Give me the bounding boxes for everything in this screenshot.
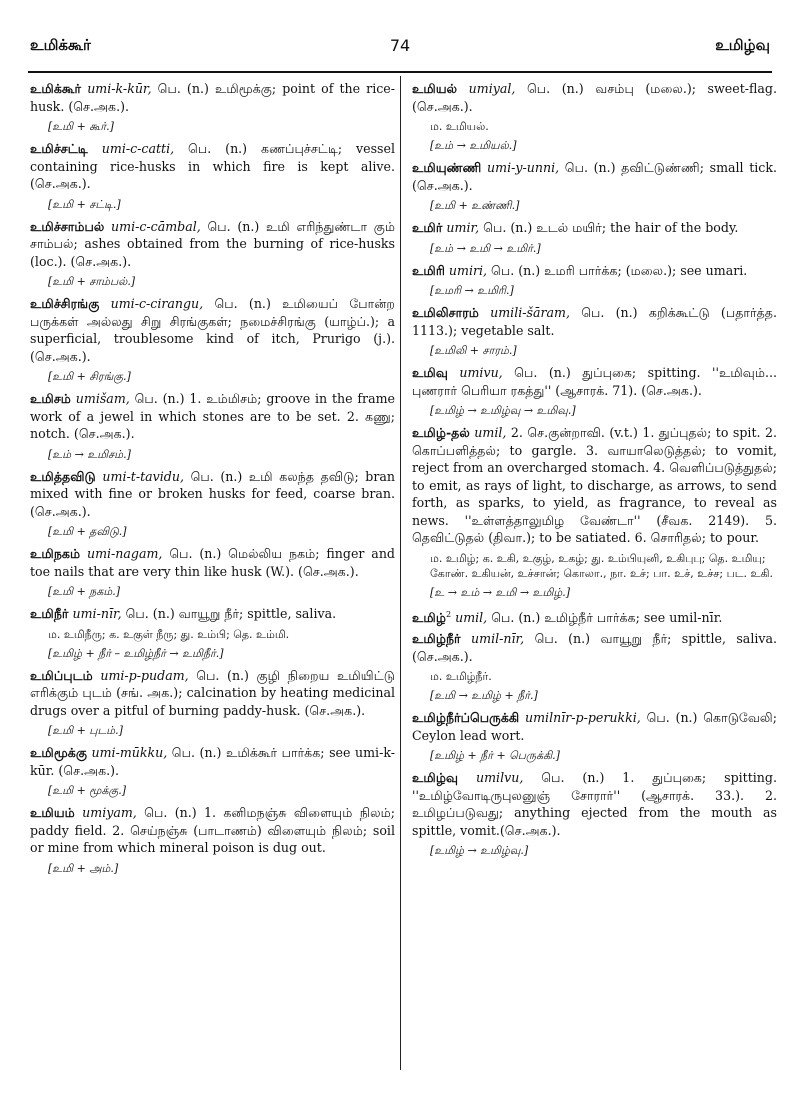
entry-transliteration: umi-k-kūr, xyxy=(87,81,152,96)
entry-definition: பெ. (n.) உமி எரிந்துண்டா கும் சாம்பல்; ashes obtained from the burning of rice-husks (loc.). (செ.அக.). xyxy=(30,218,395,269)
dictionary-entry xyxy=(412,80,777,115)
entry-etymology: [உமிழ் → உமிழ்வு.] xyxy=(430,844,529,858)
entry-definition: பெ. (n.) உமி கலந்த தவிடு; bran mixed with fine or broken husks for feed, coarse bran. (செ.அக.). xyxy=(30,468,395,519)
left-column xyxy=(30,80,395,882)
entry-etymology: [உமி + தவிடு.] xyxy=(48,525,127,538)
entry-headword: உமியம் xyxy=(30,805,75,820)
entry-etymology: [உ → உம் → உமி → உமிழ்.] xyxy=(430,585,570,599)
entry-headword: உமியல் xyxy=(412,81,458,96)
left-guide-word: உமிக்கூர் xyxy=(30,36,91,54)
running-head xyxy=(30,36,770,60)
entry-headword: உமிக்கூர் xyxy=(30,81,82,96)
entry-etymology: [உமிழ் + நீர் + பெருக்கி.] xyxy=(430,749,560,763)
column-divider xyxy=(400,76,401,1070)
entry-transliteration: umiyam, xyxy=(82,805,137,820)
entry-etymology: [உமி + கூர்.] xyxy=(48,120,114,133)
entry-transliteration: umivu, xyxy=(459,365,503,380)
dictionary-entry xyxy=(412,262,777,280)
entry-transliteration: umil, xyxy=(474,425,507,440)
entry-transliteration: umili-šāram, xyxy=(490,305,570,320)
entry-transliteration: umi-p-pudam, xyxy=(100,667,189,683)
entry-transliteration: umilnīr-p-perukki, xyxy=(525,710,641,726)
entry-headword: உமிநகம் xyxy=(30,546,81,561)
page-number: 74 xyxy=(389,36,411,55)
right-guide-word: உமிழ்வு xyxy=(715,36,770,54)
dictionary-entry xyxy=(412,769,777,839)
dictionary-entry xyxy=(412,424,777,547)
dictionary-entry xyxy=(30,605,395,623)
entry-transliteration: umišam, xyxy=(75,391,130,406)
dictionary-entry xyxy=(30,140,395,193)
entry-etymology: [உமி + உண்ணி.] xyxy=(430,199,520,212)
entry-etymology: [உமி + சிரங்கு.] xyxy=(48,370,131,383)
dictionary-entry xyxy=(30,744,395,779)
entry-definition: பெ. (n.) உமியைப் போன்ற பருக்கள் அல்லது சிறு சிரங்குகள்; நமைச்சிரங்கு (யாழ்ப்.); a superficial, troublesome kind of itch, Prurigo (j.). (செ.அக.). xyxy=(30,296,396,364)
entry-transliteration: umil-nīr, xyxy=(471,631,525,647)
entry-headword: உமிலிசாரம் xyxy=(412,305,479,320)
homonym-number: 2 xyxy=(445,609,452,619)
entry-definition: பெ. (n.) தவிட்டுண்ணி; small tick. (செ.அக.). xyxy=(412,160,777,193)
entry-definition: பெ. (n.) உமரி பார்க்க; (மலை.); see umari. xyxy=(487,262,748,278)
entry-definition: பெ. (n.) உமிழ்நீர் பார்க்க; see umil-nīr. xyxy=(487,609,723,625)
entry-transliteration: umiri, xyxy=(448,262,488,278)
dictionary-entry xyxy=(412,219,777,237)
entry-headword: உமிழ்நீர்ப்பெருக்கி xyxy=(412,710,520,726)
entry-definition: பெ. (n.) 1. கனிமநஞ்சு விளையும் நிலம்; paddy field. 2. செய்நஞ்சு (பாடாணம்) விளையும் நிலம்; soil or mine from which mineral poison is dug out. xyxy=(30,805,395,855)
entry-headword: உமிர் xyxy=(412,220,443,235)
entry-etymology: [உமி + சாம்பல்.] xyxy=(48,275,136,288)
entry-cognates: ம. உமிநீரு; க. உகுள் நீரு; து. உம்பி; தெ. உம்மி. xyxy=(48,627,290,641)
entry-etymology: [உம் → உமி → உமிர்.] xyxy=(430,241,541,255)
entry-transliteration: umilvu, xyxy=(475,770,524,786)
entry-transliteration: umi-c-cirangu, xyxy=(110,296,204,311)
entry-etymology: [உமி + மூக்கு.] xyxy=(48,784,127,797)
dictionary-entry xyxy=(412,606,777,627)
dictionary-entry xyxy=(30,545,395,580)
entry-definition: பெ. (n.) 1. துப்புகை; spitting. ''உமிழ்வோடிருபுலனுஞ் சோரார்'' (ஆசாரக். 33.). 2. உமிழப்படுவது; anything ejected from the mouth as spittle, vomit.(செ.அக.). xyxy=(412,770,777,838)
entry-headword: உமிநீர் xyxy=(30,606,69,621)
header-rule xyxy=(28,71,772,73)
dictionary-entry xyxy=(412,304,777,339)
entry-headword: உமிச்சிரங்கு xyxy=(30,296,100,311)
entry-headword: உமியுண்ணி xyxy=(412,160,482,175)
entry-etymology: [உமிழ் + நீர் – உமிழ்நீர் → உமிநீர்.] xyxy=(48,646,224,660)
dictionary-entry xyxy=(30,468,395,521)
entry-etymology: [உமி + நகம்.] xyxy=(48,585,121,598)
entry-etymology: [உம் → உமியல்.] xyxy=(430,139,517,152)
entry-headword: உமிழ்நீர் xyxy=(412,631,461,647)
dictionary-entry xyxy=(30,295,395,365)
entry-definition: பெ. (n.) உடல் மயிர்; the hair of the body. xyxy=(479,220,739,235)
entry-etymology: [உமிலி + சாரம்.] xyxy=(430,344,517,357)
entry-headword: உமிரி xyxy=(412,262,445,278)
entry-definition: பெ. (n.) கறிக்கூட்டு (பதார்த்த. 1113.); vegetable salt. xyxy=(412,305,777,338)
entry-etymology: [உமி + புடம்.] xyxy=(48,724,123,737)
dictionary-entry xyxy=(30,218,395,271)
entry-transliteration: umi-y-unni, xyxy=(487,160,560,175)
entry-headword: உமிழ்வு xyxy=(412,770,459,786)
entry-cognates: ம. உமிழ்; க. உகி, உகுழ், உகழ்; து. உம்பியுனி, உகிபுபு; தெ. உமியு; கோண். உகியன், உச்சான்; கொலா., நா. உச்; பா. உச், உச்ச; பட. உகி. xyxy=(430,551,774,580)
dictionary-entry xyxy=(30,80,395,115)
entry-transliteration: umi-nīr, xyxy=(72,606,122,621)
entry-etymology: [உமிழ் → உமிழ்வு → உமிவு.] xyxy=(430,404,576,417)
entry-headword: உமிப்புடம் xyxy=(30,667,93,683)
dictionary-entry xyxy=(412,630,777,665)
entry-transliteration: umi-c-cāmbal, xyxy=(111,218,201,234)
entry-definition: பெ. (n.) கொடுவேலி; Ceylon lead wort. xyxy=(412,710,777,743)
entry-transliteration: umiyal, xyxy=(468,81,516,96)
entry-headword: உமிழ் xyxy=(412,609,446,625)
entry-headword: உமிவு xyxy=(412,365,448,380)
entry-definition: பெ. (n.) குழி நிறைய உமியிட்டு எரிக்கும் புடம் (சங். அக.); calcination by heating medicinal drugs over a pitful of burning paddy-husk. (செ.அக.). xyxy=(30,667,395,718)
entry-headword: உமிழ்-தல் xyxy=(412,425,470,440)
entry-etymology: [உமி + சட்டி.] xyxy=(48,197,121,211)
entry-headword: உமிச்சட்டி xyxy=(30,141,88,156)
entry-definition: பெ. (n.) கணப்புச்சட்டி; vessel containing rice-husks in which fire is kept alive. (செ.அக.). xyxy=(30,141,395,191)
entry-definition: பெ. (n.) மெல்லிய நகம்; finger and toe nails that are very thin like husk (W.). (செ.அக.). xyxy=(30,546,395,579)
entry-etymology: [உமி + அம்.] xyxy=(48,861,119,875)
entry-transliteration: umir, xyxy=(446,220,480,235)
entry-etymology: [உமரி → உமிரி.] xyxy=(430,284,514,297)
entry-definition: பெ. (n.) வாயூறு நீர்; spittle, saliva. (செ.அக.). xyxy=(412,631,777,664)
dictionary-entry xyxy=(412,159,777,194)
entry-headword: உமித்தவிடு xyxy=(30,468,96,484)
entry-cognates: ம. உமியல். xyxy=(430,120,489,133)
entry-definition: பெ. (n.) வசம்பு (மலை.); sweet-flag. (செ.அக.). xyxy=(412,81,777,114)
entry-transliteration: umi-mūkku, xyxy=(91,745,168,760)
dictionary-entry xyxy=(412,364,777,399)
entry-transliteration: umil, xyxy=(455,609,488,625)
entry-definition: 2. செ.குன்றாவி. (v.t.) 1. துப்புதல்; to spit. 2. கொப்பளித்தல்; to gargle. 3. வாயாலெடுத்தல்; to vomit, reject from an overcharged stomach. 4. வெளிப்படுத்துதல்; to emit, as rays of light, to discharge, as arrows, to send forth, as sparks, to yield, as fragrance, to reveal as news. ''உள்ளத்தாலுமிழ வேண்டா'' (சீவக. 2149). 5. தெவிட்டுதல் (திவா.); to be satiated. 6. சொரிதல்; to pour. xyxy=(412,425,777,545)
entry-etymology: [உம் → உமிசம்.] xyxy=(48,447,131,461)
dictionary-entry xyxy=(30,390,395,443)
right-column xyxy=(412,80,777,864)
entry-etymology: [உமி → உமிழ் + நீர்.] xyxy=(430,689,538,703)
entry-definition: பெ. (n.) துப்புகை; spitting. ''உமிவும்... புணரார் பெரியா ரகத்து'' (ஆசாரக். 71). (செ.அக.). xyxy=(412,365,777,398)
entry-definition: பெ. (n.) 1. உம்மிசம்; groove in the frame work of a jewel in which stones are to be set. 2. கணு; notch. (செ.அக.). xyxy=(30,391,395,441)
entry-headword: உமிச்சாம்பல் xyxy=(30,218,105,234)
entry-transliteration: umi-nagam, xyxy=(86,546,163,561)
dictionary-entry xyxy=(30,804,395,857)
entry-transliteration: umi-c-catti, xyxy=(101,141,175,156)
entry-definition: பெ. (n.) வாயூறு நீர்; spittle, saliva. xyxy=(121,606,337,621)
entry-cognates: ம. உமிழ்நீர். xyxy=(430,670,492,684)
entry-transliteration: umi-t-tavidu, xyxy=(102,468,184,484)
entry-definition: பெ. (n.) உமிமூக்கு; point of the rice-husk. (செ.அக.). xyxy=(30,81,395,114)
entry-headword: உமிமூக்கு xyxy=(30,745,87,760)
dictionary-entry xyxy=(412,709,777,744)
entry-headword: உமிசம் xyxy=(30,391,71,406)
dictionary-entry xyxy=(30,667,395,720)
entry-definition: பெ. (n.) உமிக்கூர் பார்க்க; see umi-k-kūr. (செ.அக.). xyxy=(30,745,395,778)
